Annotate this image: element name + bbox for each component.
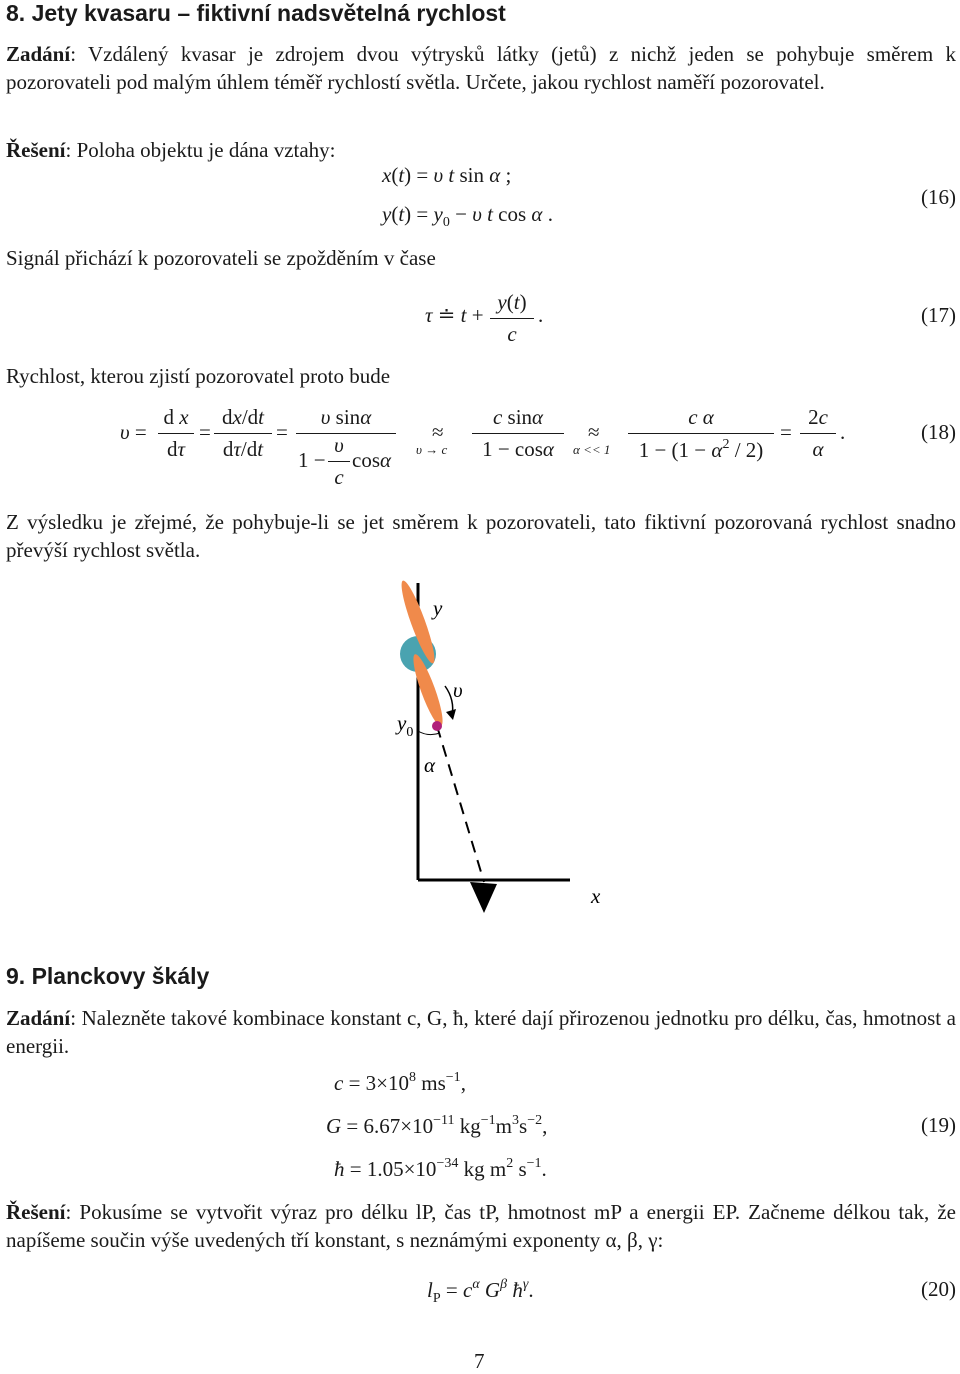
velocity-arrowhead <box>446 709 456 720</box>
y0-label-sub: 0 <box>406 725 414 740</box>
angle-label-alpha: α <box>424 753 436 777</box>
equation-number-19: (19) <box>921 1113 956 1137</box>
inner-frac-v: υ <box>334 433 344 457</box>
equation-16-line-1: x(t) = υ t sin α ; <box>382 163 512 187</box>
constant-c: $c = 3\times 10^8$ $ms^{-1}$, <box>334 1070 466 1095</box>
reseni-text: : Poloha objektu je dána vztahy: <box>65 138 336 162</box>
constant-hbar: ħ = $1.05\times 10^{-34}$ kg $m^2$ $s^{-1}$. <box>334 1156 547 1181</box>
equation-number-16: (16) <box>921 185 956 209</box>
zadani-label: Zadání <box>6 1006 71 1030</box>
equation-17-numerator: y(t) <box>497 290 527 314</box>
equation-20: $l_P = c^\alpha$ $G^\beta$ $ħ^\gamma$. <box>427 1277 534 1306</box>
y0-label-main: y <box>397 711 407 735</box>
velocity-label: υ <box>453 678 463 702</box>
equation-number-20: (20) <box>921 1277 956 1301</box>
equals-sign: = <box>276 420 288 444</box>
zadani-text: : Vzdálený kvasar je zdrojem dvou výtrysků látky (jetů) z nichž jeden se pohybuje směrem k pozorovateli pod malým úhlem téměř rychlostí světla. Určete, jakou rychlost naměří pozorovatel. <box>6 42 956 94</box>
zadani-text: : Nalezněte takové kombinace konstant c, G, ħ, které dají přirozenou jednotku pro délku, čas, hmotnost a energii. <box>6 1006 956 1058</box>
frac-taylor-denominator: $1 - (1 - \alpha^2 / 2)$ <box>638 437 764 462</box>
condition-v-to-c: υ → c <box>416 442 448 457</box>
section-heading-9: 9. Planckovy škály <box>6 963 210 989</box>
zadani-paragraph-9 <box>6 1004 956 1060</box>
frac-c-alpha: c α <box>688 405 714 429</box>
angle-arc <box>418 731 440 735</box>
frac-one-minus-cos: 1 − cosα <box>482 437 554 461</box>
equation-number-18: (18) <box>921 420 956 444</box>
frac-dx: d x <box>163 405 189 429</box>
equation-17-period: . <box>538 303 544 327</box>
approx-sign: ≈ <box>432 420 444 444</box>
reseni-label: Řešení <box>6 138 66 162</box>
y0-label <box>395 711 413 740</box>
rychlost-paragraph: Rychlost, kterou zjistí pozorovatel proto bude <box>6 364 391 388</box>
frac-alpha: α <box>812 437 824 461</box>
equation-17-lhs: τ ≐ t + <box>425 303 484 327</box>
page-number: 7 <box>474 1349 485 1373</box>
condition-alpha-small: α << 1 <box>573 442 611 457</box>
zadani-label: Zadání <box>6 42 71 66</box>
frac-dtau: dτ <box>166 437 186 461</box>
equals-sign: = <box>199 420 211 444</box>
reseni-paragraph-9 <box>6 1198 956 1254</box>
frac-c-sin: c sinα <box>492 405 544 429</box>
equation-18-lhs: υ = <box>120 420 147 444</box>
reseni-text: : Pokusíme se vytvořit výraz pro délku lP, čas tP, hmotnost mP a energii EP. Začneme délkou tak, že napíšeme součin výše uvedených tří konstant, s neznámými exponenty α, β, γ: <box>6 1200 956 1252</box>
jet-blob-point <box>432 721 442 731</box>
axis-label-y: y <box>433 596 443 620</box>
constant-G: $G = 6.67\times 10^{-11}$ $kg^{-1}m^3s^{-2}$, <box>326 1113 548 1138</box>
section-heading-8: 8. Jety kvasaru – fiktivní nadsvětelná rychlost <box>6 0 506 26</box>
observer-eye-icon <box>470 882 497 913</box>
denominator-cos: cosα <box>352 448 392 472</box>
approx-sign: ≈ <box>588 420 600 444</box>
equation-17-denominator: c <box>507 322 517 346</box>
frac-dtau-dt: dτ/dt <box>222 437 264 461</box>
frac-v-sin: υ sinα <box>320 405 372 429</box>
equation-16-line-2: $y(t) = y_0 - \upsilon$ t cos α . <box>382 202 553 230</box>
line-of-sight-dashed <box>437 726 484 882</box>
frac-dx-dt: dx/dt <box>221 405 264 429</box>
inner-frac-c: c <box>334 465 344 489</box>
equation-18-period: . <box>840 420 846 444</box>
signal-paragraph: Signál přichází k pozorovateli se zpožděním v čase <box>6 246 436 270</box>
equals-sign: = <box>780 420 792 444</box>
reseni-label: Řešení <box>6 1200 66 1224</box>
frac-2c: 2c <box>808 405 828 429</box>
equation-number-17: (17) <box>921 303 956 327</box>
conclusion-paragraph: Z výsledku je zřejmé, že pohybuje-li se jet směrem k pozorovateli, tato fiktivní pozorovaná rychlost snadno převýší rychlost světla. <box>6 510 956 562</box>
denominator-one-minus: 1 − <box>298 448 326 472</box>
axis-label-x: x <box>591 884 601 908</box>
